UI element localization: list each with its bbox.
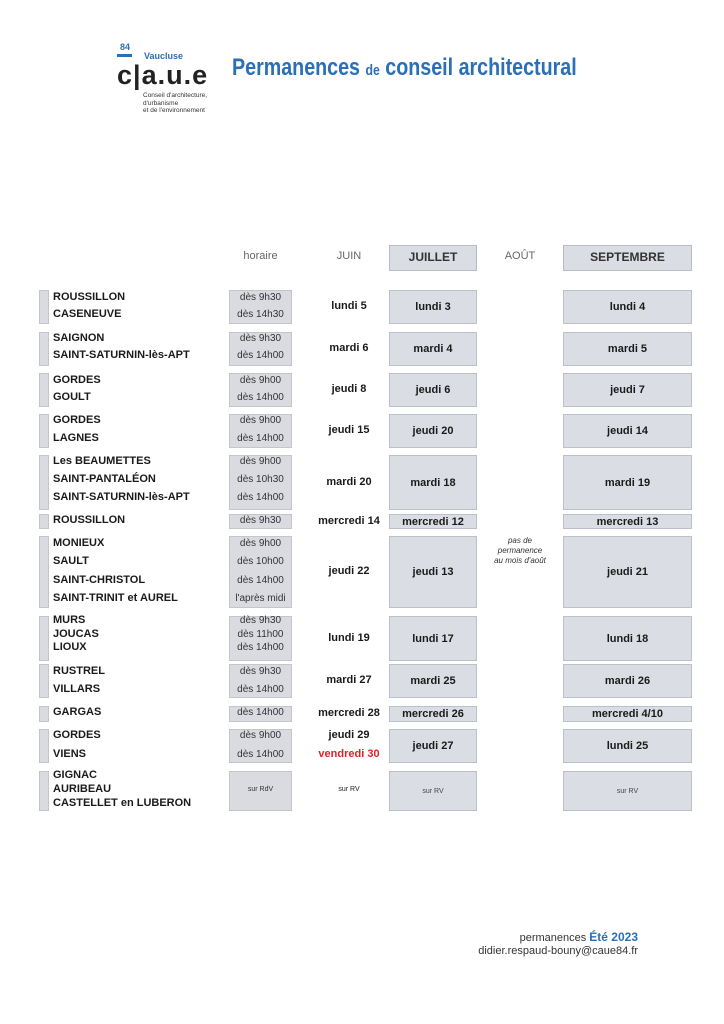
horaire-time: dès 9h00 bbox=[239, 730, 282, 741]
town-name: GORDES bbox=[53, 729, 101, 741]
header-horaire: horaire bbox=[243, 250, 278, 262]
logo-subtitle-line2: et de l'environnement bbox=[143, 107, 205, 114]
town-name: ROUSSILLON bbox=[53, 514, 126, 526]
horaire-time: l'après midi bbox=[235, 593, 286, 604]
juin-date-highlight: vendredi 30 bbox=[318, 748, 380, 760]
footer-season bbox=[520, 930, 638, 944]
septembre-cell bbox=[563, 536, 692, 608]
row-left-bar bbox=[39, 514, 49, 529]
logo-accent-bar bbox=[117, 54, 132, 57]
septembre-cell bbox=[563, 706, 692, 722]
juillet-cell bbox=[389, 706, 477, 722]
horaire-time: dès 10h30 bbox=[237, 474, 284, 485]
horaire-time: dès 9h30 bbox=[239, 666, 282, 677]
town-name: GORDES bbox=[53, 414, 101, 426]
septembre-date: mercredi 13 bbox=[596, 515, 659, 528]
septembre-date: mardi 19 bbox=[604, 476, 651, 489]
juillet-cell bbox=[389, 514, 477, 529]
juin-date: jeudi 15 bbox=[328, 424, 370, 436]
aout-note bbox=[482, 536, 558, 566]
town-name: SAINT-TRINIT et AUREL bbox=[53, 592, 178, 604]
septembre-cell bbox=[563, 332, 692, 366]
horaire-time: dès 9h30 bbox=[239, 333, 282, 344]
horaire-time: dès 14h00 bbox=[237, 749, 284, 760]
juin-date: mercredi 14 bbox=[318, 514, 380, 527]
town-name: RUSTREL bbox=[53, 665, 105, 677]
septembre-date: lundi 18 bbox=[606, 632, 649, 645]
juin-date: mardi 20 bbox=[326, 475, 372, 488]
aout-note-line2: permanence bbox=[497, 546, 543, 555]
horaire-time: dès 14h00 bbox=[237, 433, 284, 444]
footer-email: didier.respaud-bouny@caue84.fr bbox=[478, 945, 638, 957]
town-name: SAINT-PANTALÉON bbox=[53, 473, 156, 485]
juillet-cell bbox=[389, 373, 477, 407]
town-name: VILLARS bbox=[53, 683, 101, 695]
row-left-bar bbox=[39, 616, 49, 661]
horaire-time: dès 14h00 bbox=[237, 642, 284, 653]
horaire-time: dès 14h00 bbox=[237, 350, 284, 361]
septembre-date: jeudi 21 bbox=[607, 566, 648, 578]
juillet-cell bbox=[389, 290, 477, 324]
horaire-time: dès 9h00 bbox=[239, 415, 282, 426]
juillet-date: jeudi 13 bbox=[412, 566, 454, 578]
juillet-cell bbox=[389, 729, 477, 763]
logo-subtitle bbox=[143, 92, 243, 115]
aout-note-line1: pas de bbox=[507, 536, 533, 545]
septembre-cell bbox=[563, 729, 692, 763]
town-name: GARGAS bbox=[53, 706, 102, 718]
town-name: CASTELLET en LUBERON bbox=[53, 797, 192, 809]
horaire-time: dès 11h00 bbox=[237, 629, 284, 640]
juillet-date: sur RV bbox=[422, 787, 444, 795]
title-part-3: conseil architectural bbox=[379, 54, 577, 81]
juillet-cell bbox=[389, 664, 477, 698]
juillet-date: mercredi 12 bbox=[402, 515, 464, 528]
septembre-date: mardi 5 bbox=[607, 343, 648, 355]
horaire-time: dès 14h00 bbox=[237, 392, 284, 403]
town-name: GIGNAC bbox=[53, 769, 97, 781]
town-name: AURIBEAU bbox=[53, 783, 112, 795]
town-name: ROUSSILLON bbox=[53, 291, 126, 303]
row-left-bar bbox=[39, 290, 49, 324]
horaire-time: dès 14h00 bbox=[237, 684, 284, 695]
horaire-time: dès 9h30 bbox=[239, 615, 282, 626]
horaire-time: dès 14h00 bbox=[237, 707, 284, 718]
juin-date: sur RV bbox=[338, 786, 360, 793]
town-name: SAULT bbox=[53, 555, 89, 567]
town-name: Les BEAUMETTES bbox=[53, 455, 151, 467]
juillet-cell bbox=[389, 414, 477, 448]
juin-date: jeudi 22 bbox=[328, 565, 370, 577]
row-left-bar bbox=[39, 771, 49, 811]
row-left-bar bbox=[39, 706, 49, 722]
row-left-bar bbox=[39, 414, 49, 448]
header-septembre: SEPTEMBRE bbox=[563, 245, 692, 271]
juillet-cell bbox=[389, 771, 477, 811]
logo-number: 84 bbox=[120, 42, 131, 52]
juillet-date: mardi 4 bbox=[413, 343, 453, 355]
septembre-cell bbox=[563, 616, 692, 661]
juin-date: jeudi 29 bbox=[328, 729, 370, 741]
septembre-date: sur RV bbox=[616, 787, 639, 795]
juin-date: lundi 19 bbox=[328, 631, 370, 644]
septembre-date: jeudi 14 bbox=[607, 425, 648, 437]
septembre-cell bbox=[563, 455, 692, 510]
town-name: GORDES bbox=[53, 374, 101, 386]
septembre-cell bbox=[563, 373, 692, 407]
septembre-date: mercredi 4/10 bbox=[592, 708, 663, 720]
juin-date: mercredi 28 bbox=[318, 707, 380, 719]
horaire-time: dès 9h30 bbox=[239, 292, 282, 303]
row-left-bar bbox=[39, 536, 49, 608]
juillet-date: mercredi 26 bbox=[402, 708, 464, 720]
septembre-date: jeudi 7 bbox=[610, 384, 645, 396]
footer-season-year: Été 2023 bbox=[589, 930, 638, 944]
juillet-date: jeudi 6 bbox=[415, 384, 451, 396]
town-name: LIOUX bbox=[53, 641, 87, 653]
logo-region: Vaucluse bbox=[144, 51, 184, 61]
juillet-date: lundi 3 bbox=[415, 301, 451, 313]
logo-wordmark: c|a.u.e bbox=[117, 60, 209, 90]
title-part-1: Permanences bbox=[232, 54, 366, 81]
row-left-bar bbox=[39, 332, 49, 366]
row-left-bar bbox=[39, 729, 49, 763]
footer-prefix: permanences bbox=[519, 932, 590, 944]
title-part-2: de bbox=[365, 62, 380, 79]
juillet-date: jeudi 27 bbox=[412, 740, 454, 752]
horaire-time: dès 14h00 bbox=[237, 492, 284, 503]
juillet-date: jeudi 20 bbox=[412, 425, 454, 437]
town-name: SAINT-CHRISTOL bbox=[53, 574, 146, 586]
septembre-cell bbox=[563, 771, 692, 811]
town-name: GOULT bbox=[53, 391, 91, 403]
septembre-cell bbox=[563, 514, 692, 529]
caue-logo bbox=[117, 42, 237, 114]
horaire-time: dès 9h30 bbox=[239, 515, 282, 526]
town-name: LAGNES bbox=[53, 432, 99, 444]
aout-note-line3: au mois d'août bbox=[494, 556, 546, 565]
page-title bbox=[232, 54, 577, 82]
juin-date: mardi 6 bbox=[329, 342, 369, 354]
juillet-date: mardi 18 bbox=[410, 476, 456, 489]
septembre-date: mardi 26 bbox=[604, 675, 651, 687]
row-left-bar bbox=[39, 373, 49, 407]
horaire-time: dès 14h00 bbox=[237, 575, 284, 586]
logo-subtitle-line1: Conseil d'architecture, d'urbanisme bbox=[143, 92, 208, 107]
horaire-time: dès 10h00 bbox=[237, 556, 284, 567]
header-aout: AOÛT bbox=[504, 250, 536, 262]
juillet-cell bbox=[389, 455, 477, 510]
juillet-cell bbox=[389, 616, 477, 661]
horaire-time: dès 14h30 bbox=[237, 309, 284, 320]
town-name: JOUCAS bbox=[53, 628, 99, 640]
juin-date: lundi 5 bbox=[331, 300, 367, 312]
horaire-time: sur RdV bbox=[247, 786, 274, 793]
horaire-time: dès 9h00 bbox=[239, 456, 282, 467]
septembre-cell bbox=[563, 414, 692, 448]
juillet-date: mardi 25 bbox=[410, 675, 456, 687]
row-left-bar bbox=[39, 455, 49, 510]
septembre-cell bbox=[563, 290, 692, 324]
septembre-cell bbox=[563, 664, 692, 698]
septembre-date: lundi 25 bbox=[606, 740, 649, 752]
juillet-cell bbox=[389, 332, 477, 366]
juillet-date: lundi 17 bbox=[412, 632, 454, 645]
town-name: SAIGNON bbox=[53, 332, 105, 344]
juin-date: jeudi 8 bbox=[331, 383, 367, 395]
juin-date: mardi 27 bbox=[326, 674, 372, 686]
town-name: VIENS bbox=[53, 748, 87, 760]
town-name: MURS bbox=[53, 614, 86, 626]
header-juillet: JUILLET bbox=[389, 245, 477, 271]
row-left-bar bbox=[39, 664, 49, 698]
septembre-date: lundi 4 bbox=[609, 301, 646, 313]
juillet-cell bbox=[389, 536, 477, 608]
town-name: SAINT-SATURNIN-lès-APT bbox=[53, 491, 190, 503]
header-juin: JUIN bbox=[336, 250, 362, 262]
horaire-time: dès 9h00 bbox=[239, 375, 282, 386]
town-name: MONIEUX bbox=[53, 537, 105, 549]
town-name: CASENEUVE bbox=[53, 308, 122, 320]
town-name: SAINT-SATURNIN-lès-APT bbox=[53, 349, 190, 361]
horaire-time: dès 9h00 bbox=[239, 538, 282, 549]
